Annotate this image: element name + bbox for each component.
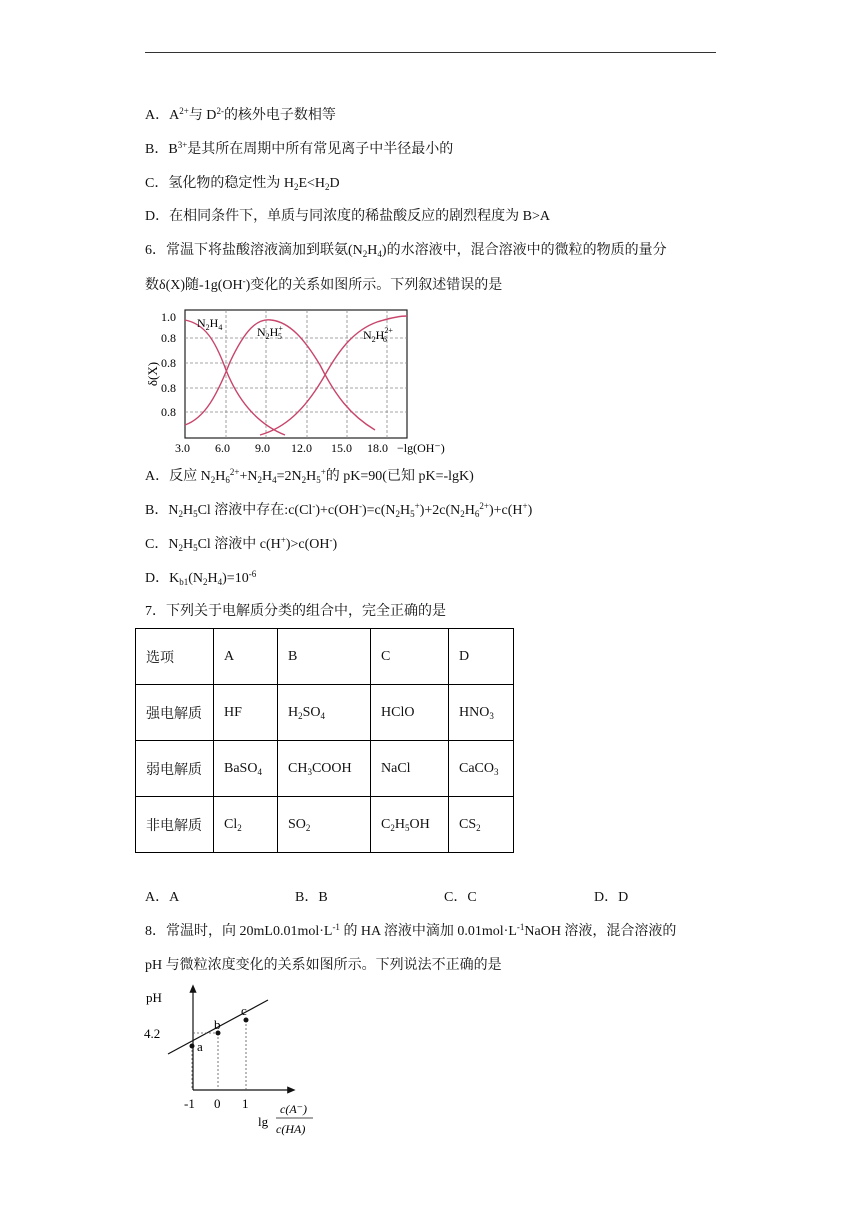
table-cell: $C_2H_5OH$ — [371, 797, 449, 853]
q6-xtick: 12.0 — [291, 441, 312, 455]
q6-ytick: 0.8 — [161, 356, 176, 370]
q5-option-d: D．在相同条件下，单质与同浓度的稀盐酸反应的剧烈程度为 B>A — [145, 209, 550, 224]
table-cell: NaCl — [371, 741, 449, 797]
q6-ytick: 0.8 — [161, 381, 176, 395]
q5-option-b: B．$B^{3+}$是其所在周期中所有常见离子中半径最小的 — [145, 140, 454, 157]
q7-option-c: C．C — [444, 890, 477, 905]
q8-point-label: a — [197, 1039, 203, 1054]
q8-xlabel-lg: lg — [258, 1114, 269, 1129]
q6-stem-line2: 数δ(X)随-1g(OH-)变化的关系如图所示。下列叙述错误的是 — [145, 276, 503, 293]
q5-option-c: C．氢化物的稳定性为 $H_2E<H_2D$ — [145, 176, 340, 192]
q8-ph-chart — [140, 982, 340, 1142]
table-cell: $H_2SO_4$ — [278, 685, 371, 741]
q6-xtick: 15.0 — [331, 441, 352, 455]
q6-ytick: 1.0 — [161, 310, 176, 324]
table-cell: CaCO$_3$ — [449, 741, 514, 797]
q6-xtick: 9.0 — [255, 441, 270, 455]
table-header-cell: B — [278, 629, 371, 685]
q8-xlabel-num: c(A⁻) — [280, 1102, 307, 1116]
q6-xtick: 18.0 — [367, 441, 388, 455]
table-row — [136, 685, 514, 741]
table-cell: $CH_3COOH$ — [278, 741, 371, 797]
q6-distribution-chart — [145, 300, 445, 460]
table-header-cell: D — [449, 629, 514, 685]
q8-xtick: 0 — [214, 1096, 221, 1111]
table-cell: $HNO_3$ — [449, 685, 514, 741]
q7-option-a: A．A — [145, 890, 180, 905]
q6-xtick: 6.0 — [215, 441, 230, 455]
q8-ylabel: pH — [146, 990, 162, 1005]
table-row — [136, 797, 514, 853]
q8-xtick: 1 — [242, 1096, 249, 1111]
label-n2h5: $N_2H^+$ 5 — [257, 324, 283, 341]
q8-point-label: b — [214, 1017, 221, 1032]
q8-xlabel-den: c(HA) — [276, 1122, 306, 1136]
table-row — [136, 629, 514, 685]
table-cell: BaSO$_4$ — [214, 741, 278, 797]
q6-ylabel: δ(X) — [145, 361, 160, 387]
q7-option-d: D．D — [594, 890, 629, 905]
table-cell: $Cl_2$ — [214, 797, 278, 853]
q7-option-b: B．B — [295, 890, 328, 905]
table-row — [136, 741, 514, 797]
header-rule — [145, 52, 716, 53]
table-cell: $SO_2$ — [278, 797, 371, 853]
table-cell: 强电解质 — [136, 685, 214, 741]
q6-option-b: B．$N_2H_5Cl$ 溶液中存在$:c(Cl^-)+c(OH^-)=c(N_2H_5^+)+2c(N_2H_6^{2+})+c(H^+)$ — [145, 501, 533, 519]
q5-option-a: A．$A^{2+}$与 $D^{2-}$的核外电子数相等 — [145, 106, 336, 123]
q8-ytick: 4.2 — [144, 1026, 161, 1041]
table-cell: 弱电解质 — [136, 741, 214, 797]
table-cell: $CS_2$ — [449, 797, 514, 853]
q8-point-a — [190, 1044, 195, 1049]
q6-stem-line1: 6．常温下将盐酸溶液滴加到联氨$(N_2H_4)$的水溶液中，混合溶液中的微粒的物质的量分 — [145, 243, 667, 259]
q8-xtick: -1 — [184, 1096, 195, 1111]
q6-curves — [185, 316, 407, 435]
q8-stem-line1: 8．常温时，向 $20mL0.01mol\cdot L^{-1}$ 的 HA 溶液中滴加 $0.01mol\cdot L^{-1}NaOH$ 溶液，混合溶液的 — [145, 922, 677, 939]
q6-xtick: 3.0 — [175, 441, 190, 455]
q6-xlabel: −lg(OH⁻) — [397, 441, 445, 455]
q6-option-a: A．反应 $N_2H_6^{2+}+N_2H_4=2N_2H_5^+$的 pK=90(已知 pK=-lgK) — [145, 467, 474, 485]
table-header-cell: 选项 — [136, 629, 214, 685]
label-n2h6: $N_2H^{2+}$ 6 — [363, 326, 393, 344]
q6-option-c: C．$N_2H_5Cl$ 溶液中 c(H+)>c(OH-) — [145, 535, 338, 553]
q7-stem: 7．下列关于电解质分类的组合中，完全正确的是 — [145, 604, 446, 619]
table-header-cell: C — [371, 629, 449, 685]
q8-stem-line2: pH 与微粒浓度变化的关系如图所示。下列说法不正确的是 — [145, 958, 502, 973]
table-cell: 非电解质 — [136, 797, 214, 853]
label-n2h4: $N_2H_4$ — [197, 316, 223, 332]
table-header-cell: A — [214, 629, 278, 685]
q6-ytick: 0.8 — [161, 405, 176, 419]
q6-option-d: D．$K_{b1}(N_2H_4)=10^{-6}$ — [145, 569, 257, 587]
q6-ytick: 0.8 — [161, 331, 176, 345]
q8-point-c — [244, 1018, 249, 1023]
q7-table — [135, 628, 514, 853]
table-cell: HF — [214, 685, 278, 741]
table-cell: HClO — [371, 685, 449, 741]
q8-point-label: c — [241, 1003, 247, 1018]
